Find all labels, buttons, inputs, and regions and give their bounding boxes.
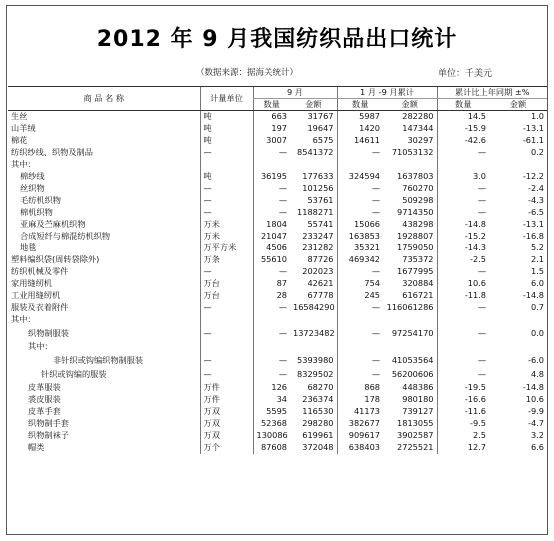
table-row <box>8 314 547 326</box>
cell-unit <box>200 314 253 326</box>
cell-yoy-qty: 14.5 <box>437 111 489 123</box>
cell-sept-amt: 1188271 <box>297 206 334 217</box>
table-row <box>8 367 547 382</box>
cell-sept-amt: 67778 <box>307 290 334 301</box>
table-row <box>8 242 547 254</box>
table-row <box>8 266 547 278</box>
cell-sept-qty: 34 <box>253 394 290 406</box>
cell-yoy-qty: -11.6 <box>437 406 489 418</box>
col-header-yoy: 累计比上年同期 ±% <box>437 87 547 99</box>
cell-yoy-qty: -14.8 <box>437 219 489 231</box>
cell-yoy-qty: — <box>437 183 489 195</box>
cell-unit: 万台 <box>200 278 253 290</box>
cell-ytd-amt: 3902587 <box>397 429 434 440</box>
cell-sept-amt <box>290 314 337 326</box>
cell-ytd-amt: 9714350 <box>397 206 434 217</box>
cell-sept-amt: 31767 <box>307 111 334 121</box>
cell-ytd-qty: 638403 <box>337 442 383 454</box>
cell-name: 其中： <box>11 158 36 169</box>
cell-unit: — <box>200 326 253 341</box>
cell-unit: — <box>200 183 253 195</box>
cell-ytd-qty <box>337 341 383 353</box>
cell-sept-qty: 55610 <box>253 254 290 266</box>
cell-ytd-qty: — <box>337 302 383 314</box>
cell-unit: 万双 <box>200 406 253 418</box>
cell-name: 棉纱线 <box>20 170 45 181</box>
col-header-ytd: 1 月 -9 月累计 <box>337 87 437 99</box>
cell-ytd-amt: 735372 <box>402 254 434 265</box>
table-row <box>8 171 547 183</box>
cell-yoy-amt: -14.8 <box>522 381 544 392</box>
cell-ytd-qty: — <box>337 195 383 207</box>
cell-name: 生丝 <box>11 111 28 121</box>
cell-yoy-qty: -42.6 <box>437 135 489 147</box>
cell-unit: 吨 <box>200 123 253 135</box>
cell-yoy-amt <box>489 159 547 171</box>
cell-sept-qty: 28 <box>253 290 290 302</box>
cell-sept-qty: 130086 <box>253 430 290 442</box>
cell-ytd-qty: 15066 <box>337 219 383 231</box>
cell-sept-qty: — <box>253 195 290 207</box>
cell-ytd-amt: 30297 <box>407 134 434 145</box>
cell-yoy-qty: -9.5 <box>437 418 489 430</box>
cell-yoy-amt: -6.5 <box>528 206 544 217</box>
cell-ytd-amt: 1637803 <box>397 170 434 181</box>
cell-yoy-amt: 4.8 <box>530 369 544 380</box>
cell-sept-qty: 126 <box>253 382 290 394</box>
cell-unit: 万件 <box>200 394 253 406</box>
cell-name: 织物制手套 <box>28 417 69 428</box>
col-header-ytd-amt: 金额 <box>383 99 437 111</box>
cell-yoy-qty: — <box>437 367 489 382</box>
cell-unit: 万条 <box>200 254 253 266</box>
cell-ytd-amt <box>383 314 437 326</box>
cell-sept-amt: 8329502 <box>297 369 334 380</box>
cell-name: 毛纺机织物 <box>20 194 61 205</box>
data-source-note: （数据来源：据海关统计） <box>196 68 299 78</box>
col-header-ytd-qty: 数量 <box>337 99 383 111</box>
cell-sept-amt: 42621 <box>307 278 334 289</box>
cell-name: 山羊绒 <box>11 122 36 133</box>
cell-sept-qty: 36195 <box>253 171 290 183</box>
cell-ytd-qty: — <box>337 353 383 368</box>
cell-yoy-qty: — <box>437 266 489 278</box>
cell-ytd-amt: 71053132 <box>391 146 434 157</box>
cell-unit: — <box>200 302 253 314</box>
cell-yoy-qty: -11.8 <box>437 290 489 302</box>
cell-sept-amt: 116530 <box>302 405 334 416</box>
table-row <box>8 195 547 207</box>
cell-name: 帽类 <box>28 441 45 452</box>
cell-ytd-amt <box>383 159 437 171</box>
cell-ytd-qty: 324594 <box>337 171 383 183</box>
cell-yoy-qty: — <box>437 302 489 314</box>
cell-sept-qty <box>253 341 290 353</box>
cell-sept-amt: 6575 <box>312 134 334 145</box>
table-row <box>8 231 547 243</box>
cell-sept-qty: 663 <box>253 111 290 123</box>
page-title: 2012 年 9 月我国纺织品出口统计 <box>96 27 458 52</box>
cell-sept-qty: 197 <box>253 123 290 135</box>
cell-sept-qty: — <box>253 326 290 341</box>
cell-yoy-qty: 12.7 <box>437 442 489 454</box>
cell-ytd-qty <box>337 314 383 326</box>
cell-ytd-amt: 448386 <box>402 381 434 392</box>
table-row <box>8 341 547 353</box>
cell-sept-amt: 619961 <box>302 429 334 440</box>
cell-ytd-qty: 382677 <box>337 418 383 430</box>
table-row <box>8 123 547 135</box>
col-header-unit: 计量单位 <box>200 87 253 111</box>
cell-name: 地毯 <box>20 242 37 253</box>
col-header-name: 商 品 名 称 <box>8 87 200 111</box>
cell-sept-amt: 372048 <box>302 441 334 452</box>
cell-name: 合成短纤与棉混纺机织物 <box>20 230 111 241</box>
cell-ytd-qty: 1420 <box>337 123 383 135</box>
cell-yoy-amt: 6.0 <box>530 278 544 289</box>
cell-ytd-amt: 980180 <box>402 393 434 404</box>
table-row <box>8 111 547 123</box>
cell-yoy-amt: -9.9 <box>528 405 544 416</box>
cell-sept-amt: 101256 <box>302 182 334 193</box>
cell-yoy-qty <box>437 159 489 171</box>
header-row-top <box>8 87 547 99</box>
cell-yoy-amt: 1.0 <box>530 111 544 121</box>
cell-yoy-qty: — <box>437 207 489 219</box>
cell-sept-qty: — <box>253 266 290 278</box>
cell-sept-amt: 298280 <box>302 417 334 428</box>
table-row <box>8 382 547 394</box>
table-row <box>8 135 547 147</box>
cell-sept-qty: 1804 <box>253 219 290 231</box>
cell-sept-amt: 19647 <box>307 122 334 133</box>
cell-yoy-amt: 10.6 <box>525 393 544 404</box>
cell-ytd-amt: 1813055 <box>397 417 434 428</box>
cell-yoy-qty: -15.9 <box>437 123 489 135</box>
cell-unit: 万台 <box>200 290 253 302</box>
cell-name: 纺织机械及零件 <box>11 266 69 277</box>
cell-yoy-amt: -12.2 <box>522 170 544 181</box>
cell-ytd-qty: — <box>337 207 383 219</box>
cell-yoy-qty: — <box>437 353 489 368</box>
table-row <box>8 353 547 368</box>
table-body <box>8 111 547 454</box>
cell-yoy-qty <box>437 341 489 353</box>
cell-name: 针织或钩编的服装 <box>41 369 107 380</box>
cell-ytd-qty: 178 <box>337 394 383 406</box>
cell-name: 亚麻及苎麻机织物 <box>20 218 86 229</box>
cell-sept-amt: 236374 <box>302 393 334 404</box>
cell-ytd-amt: 1759050 <box>397 242 434 253</box>
cell-sept-amt <box>290 341 337 353</box>
cell-ytd-qty: — <box>337 266 383 278</box>
cell-yoy-qty <box>437 314 489 326</box>
cell-ytd-qty: 35321 <box>337 242 383 254</box>
cell-ytd-qty: 754 <box>337 278 383 290</box>
cell-name: 皮革服装 <box>28 381 61 392</box>
cell-yoy-amt: -16.8 <box>522 230 544 241</box>
cell-name: 织物制袜子 <box>28 429 69 440</box>
cell-sept-qty: — <box>253 147 290 159</box>
col-header-yoy-amt: 金额 <box>489 99 547 111</box>
cell-sept-amt: 177633 <box>302 170 334 181</box>
cell-unit: 万平方米 <box>200 242 253 254</box>
cell-yoy-amt: -14.8 <box>522 290 544 301</box>
cell-name: 服装及衣着附件 <box>11 302 69 313</box>
cell-yoy-qty: 3.0 <box>437 171 489 183</box>
cell-ytd-qty: 14611 <box>337 135 383 147</box>
cell-name: 纺织纱线、织物及制品 <box>11 146 93 157</box>
cell-yoy-amt: -13.1 <box>522 122 544 133</box>
cell-unit: 吨 <box>200 135 253 147</box>
cell-name: 棉花 <box>11 134 28 145</box>
cell-ytd-qty: — <box>337 147 383 159</box>
cell-ytd-amt: 616721 <box>402 290 434 301</box>
table-row <box>8 219 547 231</box>
export-statistics-table <box>8 86 547 454</box>
cell-yoy-amt: 0.7 <box>530 302 544 313</box>
cell-name: 工业用缝纫机 <box>11 290 61 301</box>
cell-yoy-qty: -15.2 <box>437 231 489 243</box>
cell-name: 家用缝纫机 <box>11 278 52 289</box>
cell-yoy-amt: -61.1 <box>522 134 544 145</box>
table-row <box>8 326 547 341</box>
cell-yoy-amt: -6.0 <box>528 354 544 365</box>
cell-yoy-qty: 10.6 <box>437 278 489 290</box>
cell-name: 棉机织物 <box>20 206 53 217</box>
cell-unit: 万双 <box>200 430 253 442</box>
cell-ytd-amt: 1677995 <box>397 266 434 277</box>
cell-ytd-qty: — <box>337 367 383 382</box>
table-row <box>8 147 547 159</box>
cell-yoy-qty: — <box>437 147 489 159</box>
cell-sept-amt: 231282 <box>302 242 334 253</box>
cell-sept-qty: 5595 <box>253 406 290 418</box>
cell-sept-amt: 87726 <box>307 254 334 265</box>
cell-sept-qty: — <box>253 367 290 382</box>
table-row <box>8 254 547 266</box>
cell-unit: 万双 <box>200 418 253 430</box>
unit-note: 单位：千美元 <box>438 69 493 79</box>
cell-yoy-amt: 5.2 <box>530 242 544 253</box>
cell-unit: — <box>200 195 253 207</box>
cell-name: 非针织或钩编织物制服装 <box>53 354 144 365</box>
cell-sept-amt <box>290 159 337 171</box>
cell-yoy-amt: 0.0 <box>530 328 544 339</box>
col-header-september: 9 月 <box>253 87 337 99</box>
cell-unit: — <box>200 147 253 159</box>
cell-yoy-amt: -2.4 <box>528 182 544 193</box>
cell-yoy-amt: 6.6 <box>530 441 544 452</box>
cell-sept-qty: — <box>253 353 290 368</box>
cell-ytd-amt: 739127 <box>402 405 434 416</box>
cell-unit: — <box>200 207 253 219</box>
table-row <box>8 278 547 290</box>
cell-sept-qty: 4506 <box>253 242 290 254</box>
cell-ytd-amt <box>383 341 437 353</box>
cell-yoy-qty: 2.5 <box>437 430 489 442</box>
cell-unit <box>200 341 253 353</box>
cell-ytd-amt: 56200606 <box>391 369 434 380</box>
cell-ytd-qty: 163853 <box>337 231 383 243</box>
cell-unit: 万米 <box>200 219 253 231</box>
cell-yoy-qty: — <box>437 195 489 207</box>
cell-sept-amt: 16584290 <box>293 302 335 313</box>
cell-sept-amt: 55741 <box>307 218 334 229</box>
cell-yoy-amt <box>489 314 547 326</box>
cell-yoy-amt: -4.3 <box>528 194 544 205</box>
cell-sept-amt: 5393980 <box>297 354 334 365</box>
cell-yoy-amt: 3.2 <box>530 429 544 440</box>
cell-ytd-amt: 1928807 <box>397 230 434 241</box>
cell-unit: 吨 <box>200 171 253 183</box>
table-row <box>8 207 547 219</box>
table-row <box>8 159 547 171</box>
cell-yoy-qty: -2.5 <box>437 254 489 266</box>
table-row <box>8 183 547 195</box>
col-header-yoy-qty: 数量 <box>437 99 489 111</box>
cell-unit: 万个 <box>200 442 253 454</box>
cell-unit: — <box>200 266 253 278</box>
cell-ytd-amt: 320884 <box>402 278 434 289</box>
cell-ytd-qty: 245 <box>337 290 383 302</box>
cell-ytd-amt: 116061286 <box>386 302 434 313</box>
cell-sept-qty: 21047 <box>253 231 290 243</box>
cell-ytd-amt: 282280 <box>402 111 434 121</box>
cell-ytd-qty: 868 <box>337 382 383 394</box>
cell-sept-amt: 8541372 <box>297 146 334 157</box>
cell-ytd-qty <box>337 159 383 171</box>
cell-unit: — <box>200 353 253 368</box>
cell-name: 皮革手套 <box>28 405 61 416</box>
cell-ytd-qty: — <box>337 183 383 195</box>
table-row <box>8 418 547 430</box>
cell-yoy-qty: — <box>437 326 489 341</box>
cell-yoy-amt: -4.7 <box>528 417 544 428</box>
table-row <box>8 442 547 454</box>
table-row <box>8 302 547 314</box>
cell-ytd-qty: 909617 <box>337 430 383 442</box>
cell-unit: — <box>200 367 253 382</box>
cell-ytd-amt: 509298 <box>402 194 434 205</box>
cell-unit: 吨 <box>200 111 253 123</box>
cell-sept-amt: 53761 <box>307 194 334 205</box>
cell-sept-qty: — <box>253 207 290 219</box>
cell-unit <box>200 159 253 171</box>
cell-ytd-qty: 469342 <box>337 254 383 266</box>
cell-ytd-amt: 147344 <box>402 122 434 133</box>
cell-yoy-amt: 1.5 <box>530 266 544 277</box>
cell-ytd-amt: 41053564 <box>391 354 434 365</box>
cell-sept-qty: 87 <box>253 278 290 290</box>
cell-sept-amt: 233247 <box>302 230 334 241</box>
cell-yoy-amt: 0.2 <box>530 146 544 157</box>
cell-yoy-amt: 2.1 <box>530 254 544 265</box>
cell-sept-qty: 87608 <box>253 442 290 454</box>
table-row <box>8 394 547 406</box>
cell-name: 织物制服装 <box>28 328 69 339</box>
cell-sept-amt: 68270 <box>307 381 334 392</box>
cell-name: 其中： <box>11 314 36 325</box>
cell-name: 丝织物 <box>20 182 45 193</box>
table-row <box>8 290 547 302</box>
cell-yoy-amt: -13.1 <box>522 218 544 229</box>
cell-yoy-qty: -19.5 <box>437 382 489 394</box>
cell-unit: 万米 <box>200 231 253 243</box>
cell-sept-amt: 13723482 <box>293 328 335 339</box>
cell-name: 塑料编织袋(周转袋除外) <box>11 254 100 265</box>
cell-yoy-qty: -14.3 <box>437 242 489 254</box>
cell-sept-qty: — <box>253 183 290 195</box>
table-row <box>8 406 547 418</box>
table-row <box>8 430 547 442</box>
col-header-sept-qty: 数量 <box>253 99 290 111</box>
cell-yoy-amt <box>489 341 547 353</box>
cell-ytd-qty: 41173 <box>337 406 383 418</box>
cell-sept-qty: — <box>253 302 290 314</box>
cell-sept-qty <box>253 159 290 171</box>
cell-name: 其中： <box>28 340 53 351</box>
cell-ytd-qty: 5987 <box>337 111 383 123</box>
cell-yoy-qty: -16.6 <box>437 394 489 406</box>
cell-ytd-amt: 97254170 <box>391 328 434 339</box>
cell-sept-amt: 202023 <box>302 266 334 277</box>
cell-name: 裘皮服装 <box>28 393 61 404</box>
cell-unit: 万件 <box>200 382 253 394</box>
cell-sept-qty: 3007 <box>253 135 290 147</box>
cell-ytd-amt: 2725521 <box>397 441 434 452</box>
cell-sept-qty <box>253 314 290 326</box>
col-header-sept-amt: 金额 <box>290 99 337 111</box>
cell-ytd-amt: 760270 <box>402 182 434 193</box>
cell-ytd-amt: 438298 <box>402 218 434 229</box>
cell-sept-qty: 52368 <box>253 418 290 430</box>
cell-ytd-qty: — <box>337 326 383 341</box>
